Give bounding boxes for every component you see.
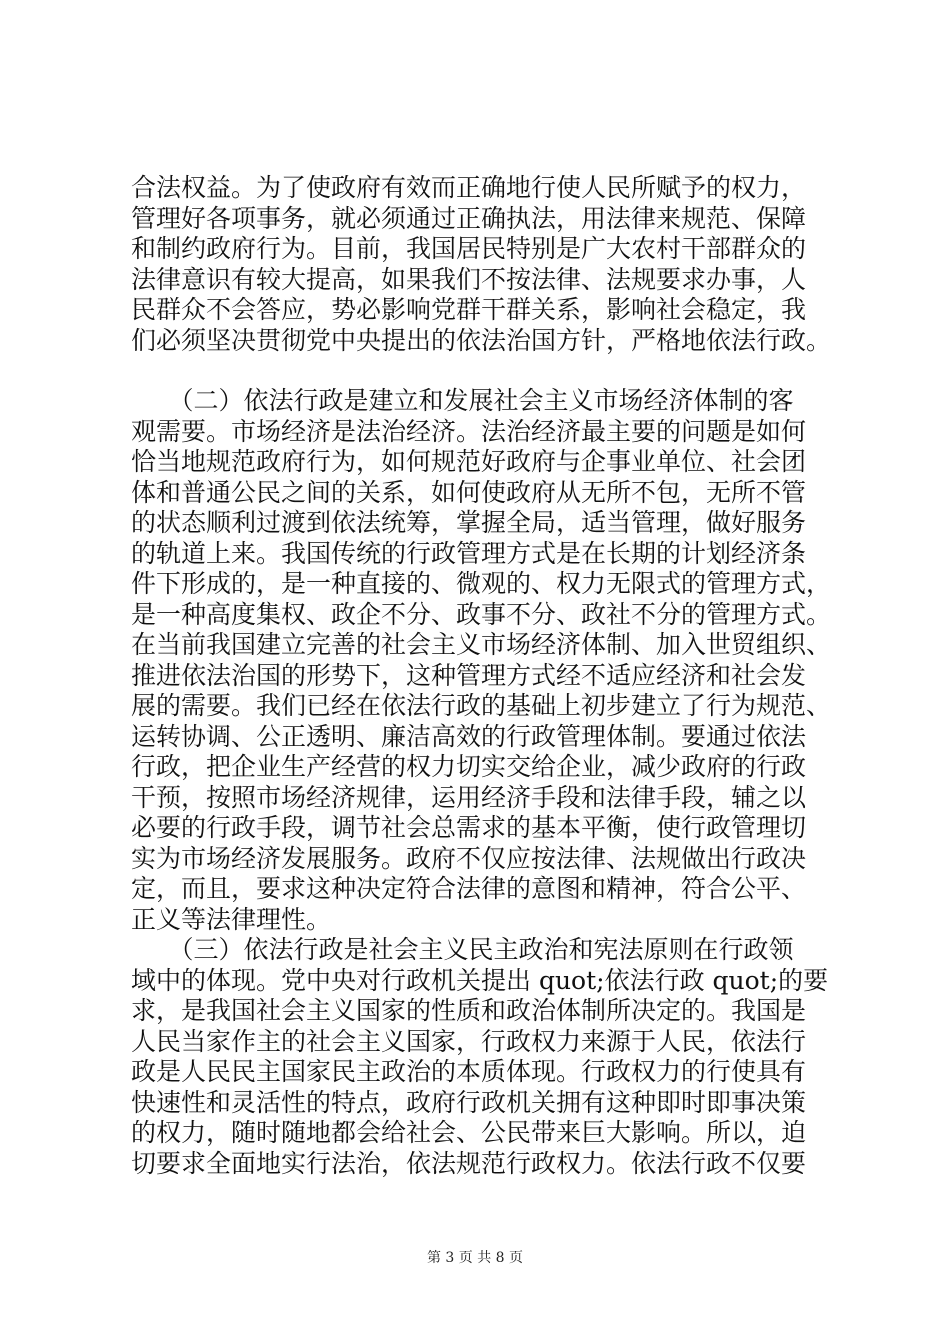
text-line: 民群众不会答应，势必影响党群干群关系，影响社会稳定，我 bbox=[131, 295, 807, 324]
text-line: 域中的体现。党中央对行政机关提出 quot;依法行政 quot;的要 bbox=[131, 965, 829, 995]
text-line: 定，而且，要求这种决定符合法律的意图和精神，符合公平、 bbox=[131, 874, 807, 903]
body-text bbox=[131, 173, 831, 1179]
text-line: 的权力，随时随地都会给社会、公民带来巨大影响。所以，迫 bbox=[131, 1118, 807, 1147]
page-footer bbox=[0, 1249, 950, 1267]
text-line: 人民当家作主的社会主义国家，行政权力来源于人民，依法行 bbox=[131, 1026, 807, 1056]
text-line: 正义等法律理性。 bbox=[131, 904, 332, 934]
text-line: 合法权益。为了使政府有效而正确地行使人民所赋予的权力， bbox=[131, 173, 807, 202]
text-line: 恰当地规范政府行为，如何规范好政府与企事业单位、社会团 bbox=[131, 447, 807, 476]
text-line: 法律意识有较大提高，如果我们不按法律、法规要求办事，人 bbox=[131, 264, 807, 294]
text-line: 行政，把企业生产经营的权力切实交给企业，减少政府的行政 bbox=[131, 752, 807, 781]
text-line: 是一种高度集权、政企不分、政事不分、政社不分的管理方式。 bbox=[131, 599, 832, 629]
text-line: （二）依法行政是建立和发展社会主义市场经济体制的客 bbox=[131, 386, 794, 415]
text-line: 展的需要。我们已经在依法行政的基础上初步建立了行为规范、 bbox=[131, 691, 832, 720]
text-line: 体和普通公民之间的关系，如何使政府从无所不包，无所不管 bbox=[131, 477, 807, 507]
text-line: 观需要。市场经济是法治经济。法治经济最主要的问题是如何 bbox=[131, 416, 807, 446]
text-line: 和制约政府行为。目前，我国居民特别是广大农村干部群众的 bbox=[131, 234, 807, 263]
text-line: 快速性和灵活性的特点，政府行政机关拥有这种即时即事决策 bbox=[131, 1087, 807, 1117]
text-line: 实为市场经济发展服务。政府不仅应按法律、法规做出行政决 bbox=[131, 843, 807, 873]
text-line: 的轨道上来。我国传统的行政管理方式是在长期的计划经济条 bbox=[131, 538, 807, 568]
text-line: 切要求全面地实行法治，依法规范行政权力。依法行政不仅要 bbox=[131, 1148, 807, 1178]
text-line: 管理好各项事务，就必须通过正确执法，用法律来规范、保障 bbox=[131, 203, 807, 233]
paragraph-2 bbox=[131, 386, 831, 935]
text-line: 必要的行政手段，调节社会总需求的基本平衡，使行政管理切 bbox=[131, 813, 807, 842]
paragraph-3 bbox=[131, 935, 831, 1179]
page-number-label: 第 3 页 共 8 页 bbox=[426, 1250, 524, 1266]
text-line: 的状态顺利过渡到依法统筹，掌握全局，适当管理，做好服务 bbox=[131, 508, 807, 537]
text-line: 件下形成的，是一种直接的、微观的、权力无限式的管理方式， bbox=[131, 569, 832, 598]
text-line: 政是人民民主国家民主政治的本质体现。行政权力的行使具有 bbox=[131, 1057, 807, 1086]
text-line: 干预，按照市场经济规律，运用经济手段和法律手段，辅之以 bbox=[131, 782, 807, 812]
text-line: 运转协调、公正透明、廉洁高效的行政管理体制。要通过依法 bbox=[131, 721, 807, 751]
paragraph-1 bbox=[131, 173, 831, 356]
text-line: （三）依法行政是社会主义民主政治和宪法原则在行政领 bbox=[131, 935, 794, 964]
text-line: 们必须坚决贯彻党中央提出的依法治国方针，严格地依法行政。 bbox=[131, 325, 832, 355]
text-line: 在当前我国建立完善的社会主义市场经济体制、加入世贸组织、 bbox=[131, 630, 832, 659]
text-line: 求，是我国社会主义国家的性质和政治体制所决定的。我国是 bbox=[131, 996, 807, 1025]
text-line: 推进依法治国的形势下，这种管理方式经不适应经济和社会发 bbox=[131, 660, 807, 690]
paragraph-gap bbox=[131, 356, 831, 386]
